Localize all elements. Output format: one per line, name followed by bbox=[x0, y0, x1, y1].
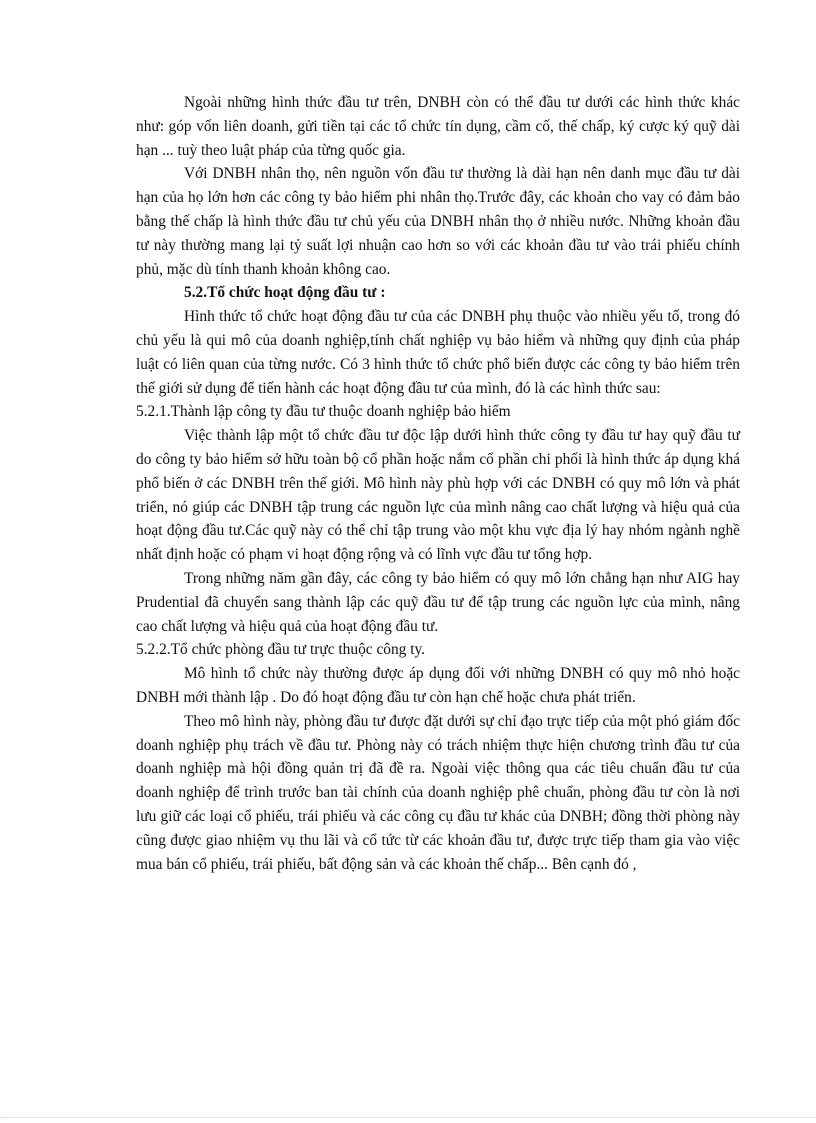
document-page bbox=[136, 91, 740, 876]
section-heading-5-2: 5.2.Tổ chức hoạt động đầu tư : bbox=[184, 284, 386, 302]
paragraph-recent-years: Trong những năm gần đây, các công ty bảo hiểm có quy mô lớn chẳng hạn như AIG hay Prudential đã chuyển sang thành lập các quỹ đầu tư để tập trung các nguồn lực của mình, nâng cao chất lượng và hiệu quả của hoạt động đầu tư. bbox=[136, 569, 740, 635]
paragraph-small-insurers: Mô hình tổ chức này thường được áp dụng đối với những DNBH có quy mô nhỏ hoặc DNBH mới thành lập . Do đó hoạt động đầu tư còn hạn chế hoặc chưa phát triển. bbox=[136, 665, 740, 706]
paragraph-other-investment-forms: Ngoài những hình thức đầu tư trên, DNBH còn có thể đầu tư dưới các hình thức khác như: góp vốn liên doanh, gửi tiền tại các tổ chức tín dụng, cầm cố, thế chấp, ký cược ký quỹ dài hạn ... tuỳ theo luật pháp của từng quốc gia. bbox=[136, 94, 740, 159]
paragraph-investment-department: Theo mô hình này, phòng đầu tư được đặt dưới sự chỉ đạo trực tiếp của một phó giám đốc doanh nghiệp phụ trách về đầu tư. Phòng này có trách nhiệm thực hiện chương trình đầu tư của doanh nghiệp mà hội đồng quản trị đã đề ra. Ngoài việc thông qua các tiêu chuẩn đầu tư của doanh nghiệp để trình trước ban tài chính của doanh nghiệp phê chuẩn, phòng đầu tư còn là nơi lưu giữ các loại cổ phiếu, trái phiếu và các công cụ đầu tư khác của DNBH; đồng thời phòng này cũng được giao nhiệm vụ thu lãi và cổ tức từ các khoản đầu tư, được trực tiếp tham gia vào việc mua bán cổ phiếu, trái phiếu, bất động sản và các khoản thế chấp... Bên cạnh đó , bbox=[136, 712, 740, 873]
subheading-5-2-2: 5.2.2.Tổ chức phòng đầu tư trực thuộc công ty. bbox=[136, 641, 426, 659]
page-bottom-rule bbox=[0, 1117, 816, 1118]
paragraph-organization-forms: Hình thức tổ chức hoạt động đầu tư của các DNBH phụ thuộc vào nhiều yếu tố, trong đó chủ yếu là qui mô của doanh nghiệp,tính chất nghiệp vụ bảo hiểm và những quy định của pháp luật có liên quan của từng nước. Có 3 hình thức tổ chức phổ biến được các công ty bảo hiểm trên thế giới sử dụng để tiến hành các hoạt động đầu tư của mình, đó là các hình thức sau: bbox=[136, 308, 740, 397]
subheading-5-2-1: 5.2.1.Thành lập công ty đầu tư thuộc doanh nghiệp bảo hiểm bbox=[136, 403, 511, 421]
paragraph-life-insurers: Với DNBH nhân thọ, nên nguồn vốn đầu tư thường là dài hạn nên danh mục đầu tư dài hạn của họ lớn hơn các công ty bảo hiểm phi nhân thọ.Trước đây, các khoản cho vay có đảm bảo bằng thế chấp là hình thức đầu tư chủ yếu của DNBH nhân thọ ở nhiều nước. Những khoản đầu tư này thường mang lại tỷ suất lợi nhuận cao hơn so với các khoản đầu tư vào trái phiếu chính phủ, mặc dù tính thanh khoản không cao. bbox=[136, 165, 740, 278]
paragraph-investment-company: Việc thành lập một tổ chức đầu tư độc lập dưới hình thức công ty đầu tư hay quỹ đầu tư do công ty bảo hiểm sở hữu toàn bộ cổ phần hoặc nắm cổ phần chi phối là hình thức áp dụng khá phổ biến ở các DNBH trên thế giới. Mô hình này phù hợp với các DNBH có quy mô lớn và phát triển, nó giúp các DNBH tập trung các nguồn lực của mình nâng cao chất lượng và hiệu quả của hoạt động đầu tư.Các quỹ này có thể chỉ tập trung vào một khu vực địa lý hay nhóm ngành nghề nhất định hoặc có phạm vi hoạt động rộng và có lĩnh vực đầu tư tổng hợp. bbox=[136, 427, 740, 564]
